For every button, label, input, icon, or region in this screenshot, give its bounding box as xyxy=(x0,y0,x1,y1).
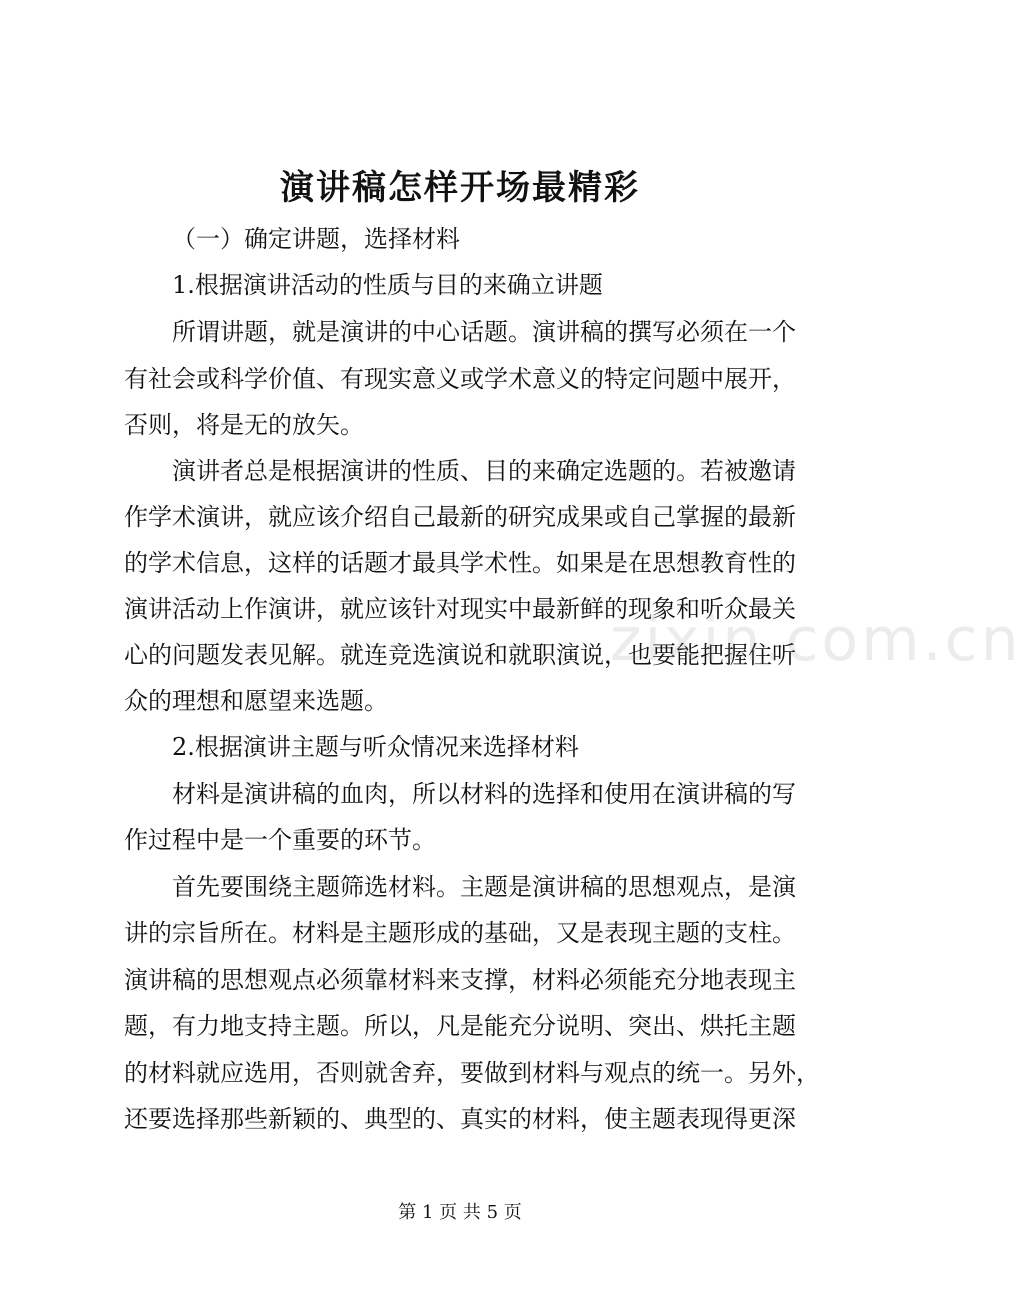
paragraph-line: 材料是演讲稿的血肉，所以材料的选择和使用在演讲稿的写 xyxy=(172,780,796,808)
paragraph-line: 否则，将是无的放矢。 xyxy=(124,411,364,439)
paragraph-line: 心的问题发表见解。就连竞选演说和就职演说，也要能把握住听 xyxy=(124,641,796,669)
paragraph-line: 演讲者总是根据演讲的性质、目的来确定选题的。若被邀请 xyxy=(172,457,796,485)
paragraph-line: 首先要围绕主题筛选材料。主题是演讲稿的思想观点，是演 xyxy=(172,873,796,901)
paragraph-line: 所谓讲题，就是演讲的中心话题。演讲稿的撰写必须在一个 xyxy=(172,318,796,346)
paragraph-line: 演讲稿的思想观点必须靠材料来支撑，材料必须能充分地表现主 xyxy=(124,966,796,994)
section-heading: （一）确定讲题，选择材料 xyxy=(172,225,460,253)
paragraph-line: 的材料就应选用，否则就舍弃，要做到材料与观点的统一。另外， xyxy=(124,1059,820,1087)
paragraph-line: 作过程中是一个重要的环节。 xyxy=(124,826,436,854)
paragraph-line: 还要选择那些新颖的、典型的、真实的材料，使主题表现得更深 xyxy=(124,1105,796,1133)
paragraph-line: 有社会或科学价值、有现实意义或学术意义的特定问题中展开， xyxy=(124,365,796,393)
subheading-1: 1.根据演讲活动的性质与目的来确立讲题 xyxy=(172,271,603,299)
page-footer: 第 1 页 共 5 页 xyxy=(398,1202,522,1223)
paragraph-line: 演讲活动上作演讲，就应该针对现实中最新鲜的现象和听众最关 xyxy=(124,595,796,623)
paragraph-line: 众的理想和愿望来选题。 xyxy=(124,687,388,715)
paragraph-line: 的学术信息，这样的话题才最具学术性。如果是在思想教育性的 xyxy=(124,549,796,577)
paragraph-line: 讲的宗旨所在。材料是主题形成的基础，又是表现主题的支柱。 xyxy=(124,919,796,947)
paragraph-line: 题，有力地支持主题。所以，凡是能充分说明、突出、烘托主题 xyxy=(124,1012,796,1040)
watermark: zixin.com.cn xyxy=(610,605,1022,675)
paragraph-line: 作学术演讲，就应该介绍自己最新的研究成果或自己掌握的最新 xyxy=(124,503,796,531)
document-title: 演讲稿怎样开场最精彩 xyxy=(280,168,640,208)
subheading-2: 2.根据演讲主题与听众情况来选择材料 xyxy=(172,733,579,761)
